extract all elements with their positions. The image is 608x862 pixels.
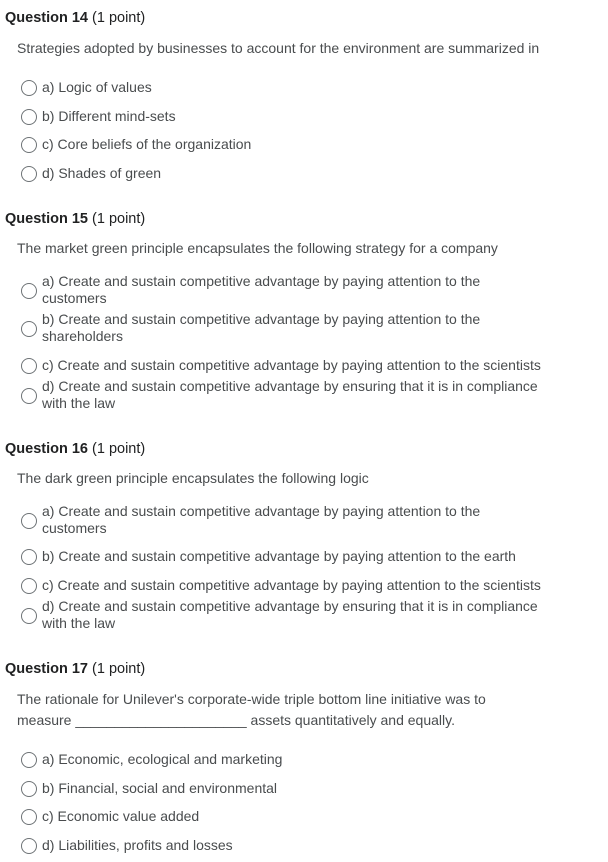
radio-button[interactable] — [21, 388, 37, 404]
radio-button[interactable] — [21, 137, 37, 153]
question-text: The rationale for Unilever's corporate-wide triple bottom line initiative was to measure ______________________ assets quantitatively and equally. — [17, 691, 486, 728]
option-label: d) Shades of green — [42, 165, 162, 181]
option-label: c) Economic value added — [42, 808, 200, 824]
option-label: b) Create and sustain competitive advantage by paying attention to the shareholders — [42, 311, 481, 344]
question-points: (1 point) — [92, 661, 146, 677]
radio-button[interactable] — [21, 283, 37, 299]
option-label: b) Different mind-sets — [42, 108, 176, 124]
option-label: a) Logic of values — [42, 79, 152, 95]
option-label: a) Economic, ecological and marketing — [42, 751, 283, 767]
question-header — [5, 660, 145, 678]
option-label: d) Create and sustain competitive advantage by ensuring that it is in compliance with the law — [42, 378, 538, 411]
question-text: The dark green principle encapsulates the following logic — [17, 470, 369, 486]
question-points: (1 point) — [92, 211, 146, 227]
radio-button[interactable] — [21, 166, 37, 182]
radio-button[interactable] — [21, 109, 37, 125]
radio-button[interactable] — [21, 608, 37, 624]
radio-button[interactable] — [21, 513, 37, 529]
option-label: b) Create and sustain competitive advantage by paying attention to the earth — [42, 548, 516, 564]
radio-button[interactable] — [21, 578, 37, 594]
radio-button[interactable] — [21, 549, 37, 565]
option-label: a) Create and sustain competitive advantage by paying attention to the customers — [42, 273, 481, 306]
question-text: Strategies adopted by businesses to account for the environment are summarized in — [17, 40, 540, 56]
option-label: a) Create and sustain competitive advantage by paying attention to the customers — [42, 503, 481, 536]
question-header — [5, 210, 145, 228]
option-label: c) Create and sustain competitive advantage by paying attention to the scientists — [42, 577, 541, 593]
option-label: b) Financial, social and environmental — [42, 780, 278, 796]
radio-button[interactable] — [21, 321, 37, 337]
question-number: Question 16 — [5, 441, 88, 457]
radio-button[interactable] — [21, 80, 37, 96]
question-number: Question 14 — [5, 10, 88, 26]
option-label: c) Core beliefs of the organization — [42, 136, 252, 152]
question-number: Question 15 — [5, 211, 88, 227]
radio-button[interactable] — [21, 781, 37, 797]
question-number: Question 17 — [5, 661, 88, 677]
question-header — [5, 440, 145, 458]
radio-button[interactable] — [21, 809, 37, 825]
question-points: (1 point) — [92, 10, 146, 26]
radio-button[interactable] — [21, 358, 37, 374]
option-label: c) Create and sustain competitive advantage by paying attention to the scientists — [42, 357, 541, 373]
question-points: (1 point) — [92, 441, 146, 457]
option-label: d) Create and sustain competitive advantage by ensuring that it is in compliance with the law — [42, 598, 538, 631]
radio-button[interactable] — [21, 838, 37, 854]
question-text: The market green principle encapsulates the following strategy for a company — [17, 240, 498, 256]
question-header — [5, 9, 145, 27]
option-label: d) Liabilities, profits and losses — [42, 837, 233, 853]
radio-button[interactable] — [21, 752, 37, 768]
